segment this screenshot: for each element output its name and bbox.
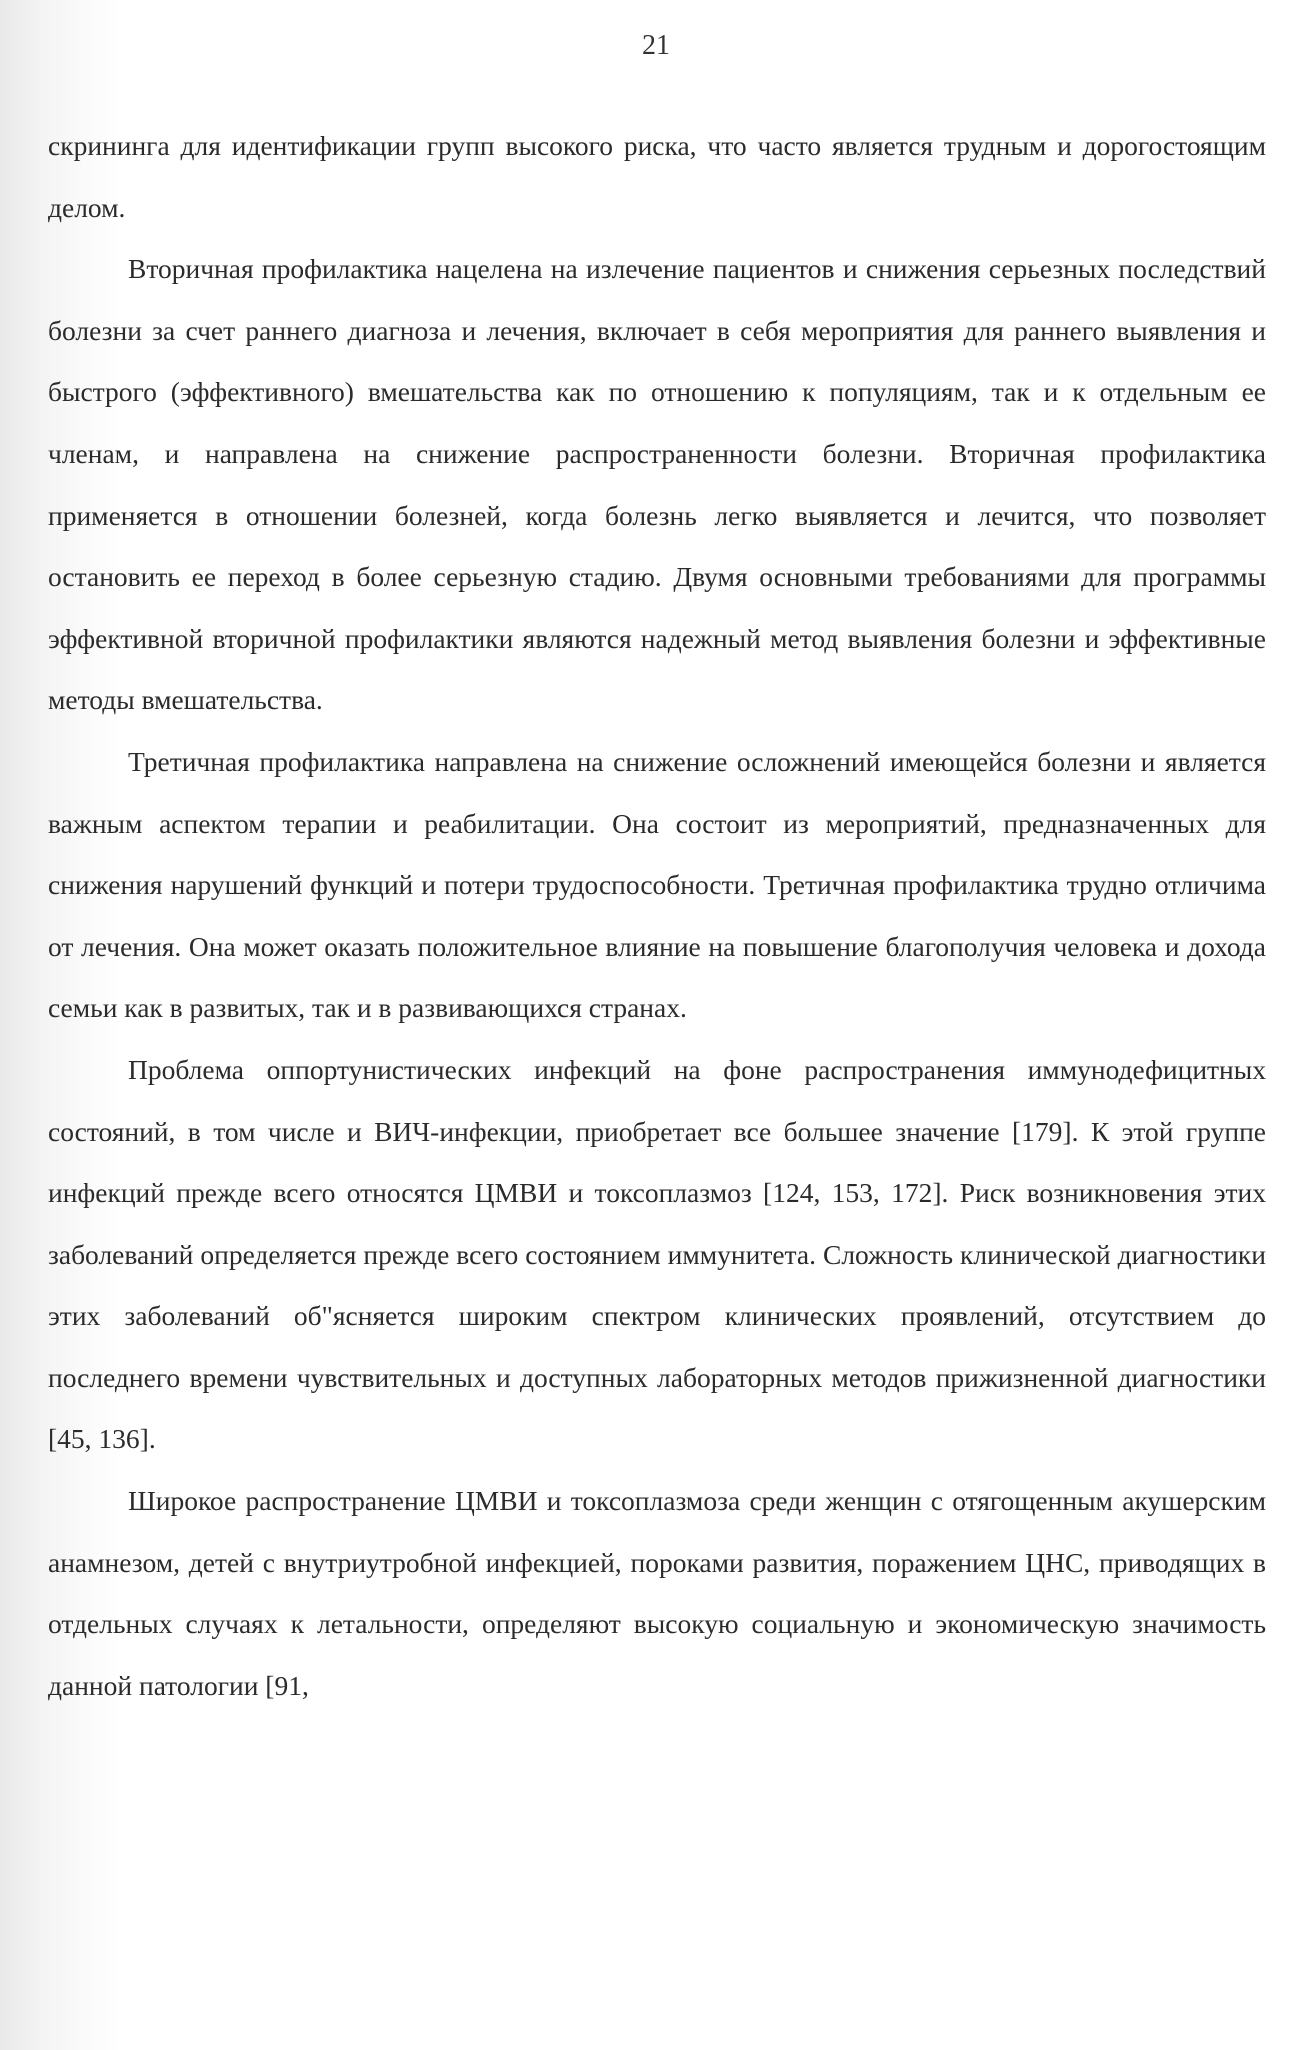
page-number: 21 (642, 30, 670, 61)
body-text (48, 115, 1266, 1716)
paragraph-opportunistic-infections: Проблема оппортунистических инфекций на фоне распространения иммунодефицитных состояний, в том числе и ВИЧ-инфекции, приобретает все большее значение [179]. К этой группе инфекций прежде всего относятся ЦМВИ и токсоплазмоз [124, 153, 172]. Риск возникновения этих заболеваний определяется прежде всего состоянием иммунитета. Сложность клинической диагностики этих заболеваний об"ясняется широким спектром клинических проявлений, отсутствием до последнего времени чувствительных и доступных лабораторных методов прижизненной диагностики [45, 136]. (48, 1053, 1266, 1455)
paragraph-continuation: скрининга для идентификации групп высокого риска, что часто является трудным и дорогостоящим делом. (48, 130, 1266, 223)
paragraph-tertiary-prevention: Третичная профилактика направлена на снижение осложнений имеющейся болезни и является важным аспектом терапии и реабилитации. Она состоит из мероприятий, предназначенных для снижения нарушений функций и потери трудоспособности. Третичная профилактика трудно отличима от лечения. Она может оказать положительное влияние на повышение благополучия человека и дохода семьи как в развитых, так и в развивающихся странах. (48, 745, 1266, 1024)
paragraph-secondary-prevention: Вторичная профилактика нацелена на излечение пациентов и снижения серьезных последствий болезни за счет раннего диагноза и лечения, включает в себя мероприятия для раннего выявления и быстрого (эффективного) вмешательства как по отношению к популяциям, так и к отдельным ее членам, и направлена на снижение распространенности болезни. Вторичная профилактика применяется в отношении болезней, когда болезнь легко выявляется и лечится, что позволяет остановить ее переход в более серьезную стадию. Двумя основными требованиями для программы эффективной вторичной профилактики являются надежный метод выявления болезни и эффективные методы вмешательства. (48, 253, 1266, 716)
paragraph-cmv-toxoplasmosis: Широкое распространение ЦМВИ и токсоплазмоза среди женщин с отягощенным акушерским анамнезом, детей с внутриутробной инфекцией, пороками развития, поражением ЦНС, приводящих в отдельных случаях к летальности, определяют высокую социальную и экономическую значимость данной патологии [91, (48, 1485, 1266, 1701)
